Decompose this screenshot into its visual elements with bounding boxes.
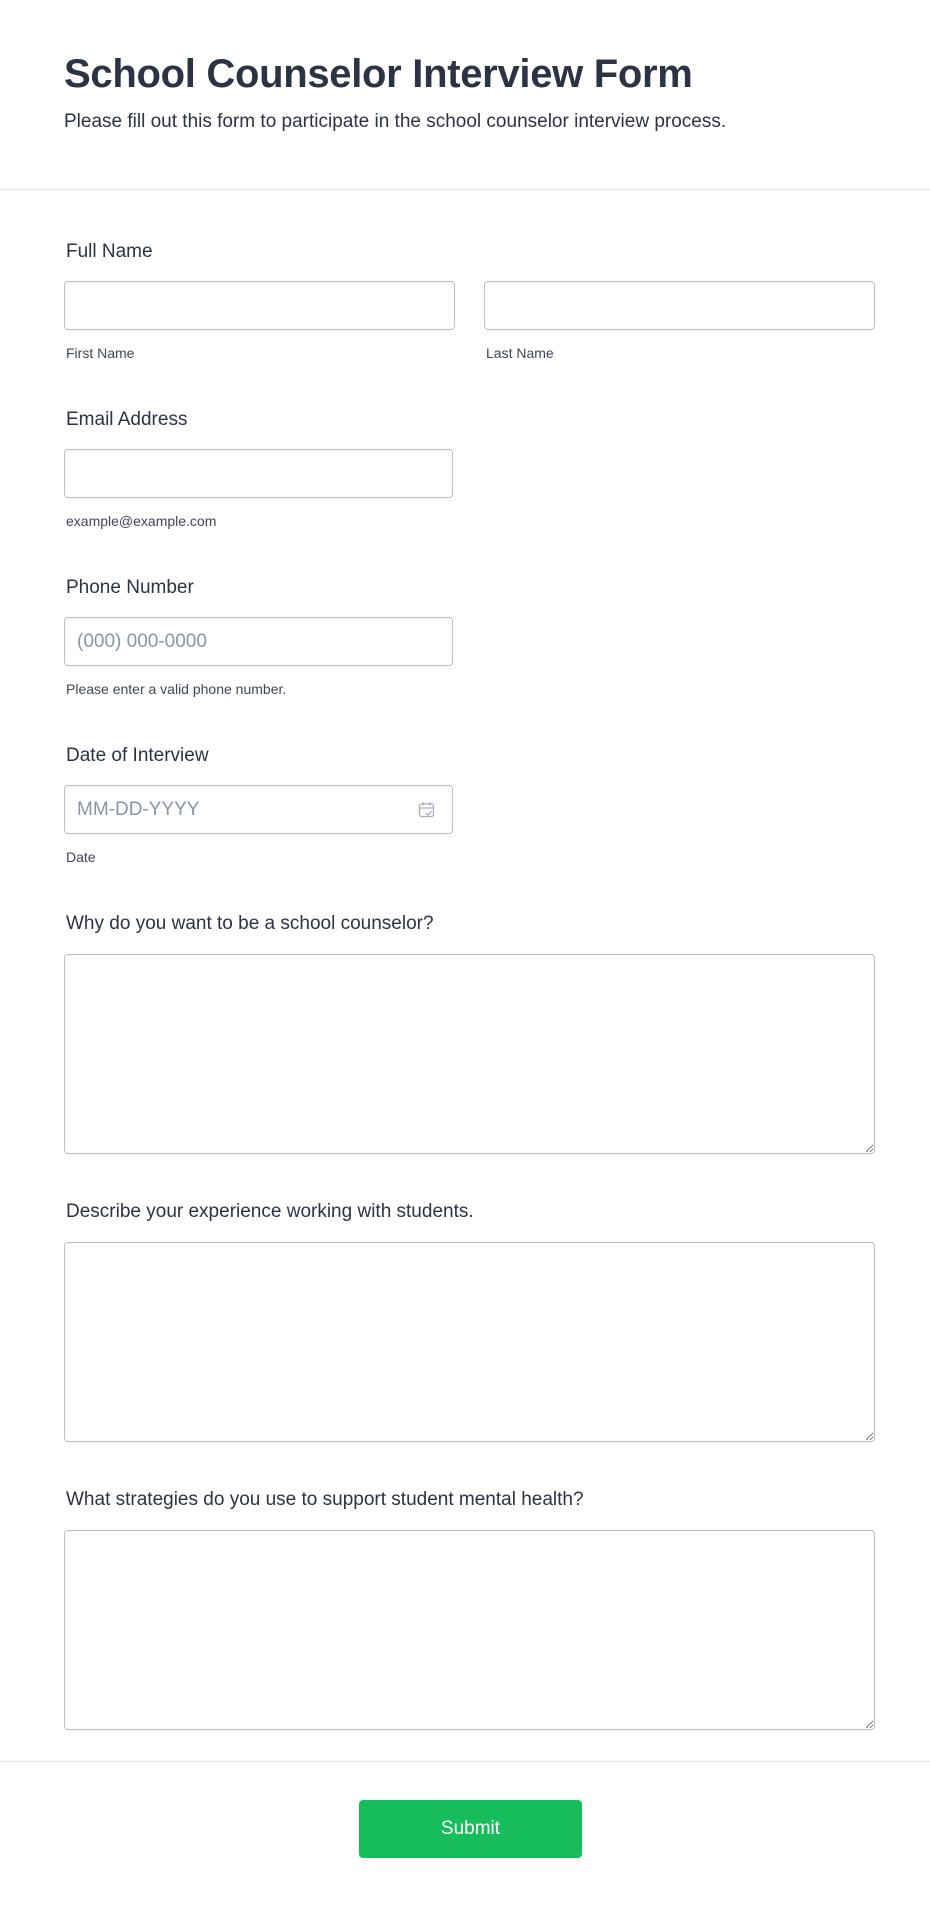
date-sublabel: Date <box>66 849 96 865</box>
submit-button[interactable]: Submit <box>359 1800 582 1858</box>
email-input[interactable] <box>64 449 453 498</box>
email-label: Email Address <box>66 409 188 430</box>
phone-sublabel: Please enter a valid phone number. <box>66 681 287 697</box>
footer-divider <box>0 1761 930 1762</box>
full-name-label: Full Name <box>66 241 153 262</box>
q3-label: What strategies do you use to support student mental health? <box>66 1489 584 1510</box>
first-name-sublabel: First Name <box>66 345 135 361</box>
email-sublabel: example@example.com <box>66 513 217 529</box>
last-name-input[interactable] <box>484 281 875 330</box>
date-input[interactable] <box>64 785 453 834</box>
q1-textarea[interactable] <box>64 954 875 1154</box>
q3-textarea[interactable] <box>64 1530 875 1730</box>
q2-textarea[interactable] <box>64 1242 875 1442</box>
date-label: Date of Interview <box>66 745 209 766</box>
phone-input[interactable] <box>64 617 453 666</box>
first-name-input[interactable] <box>64 281 455 330</box>
last-name-sublabel: Last Name <box>486 345 554 361</box>
phone-label: Phone Number <box>66 577 194 598</box>
q2-label: Describe your experience working with students. <box>66 1201 474 1222</box>
form-title: School Counselor Interview Form <box>64 52 693 96</box>
calendar-icon[interactable] <box>418 801 435 818</box>
q1-label: Why do you want to be a school counselor? <box>66 913 434 934</box>
form-subtitle: Please fill out this form to participate in the school counselor interview process. <box>64 111 727 132</box>
header-divider <box>0 189 930 190</box>
